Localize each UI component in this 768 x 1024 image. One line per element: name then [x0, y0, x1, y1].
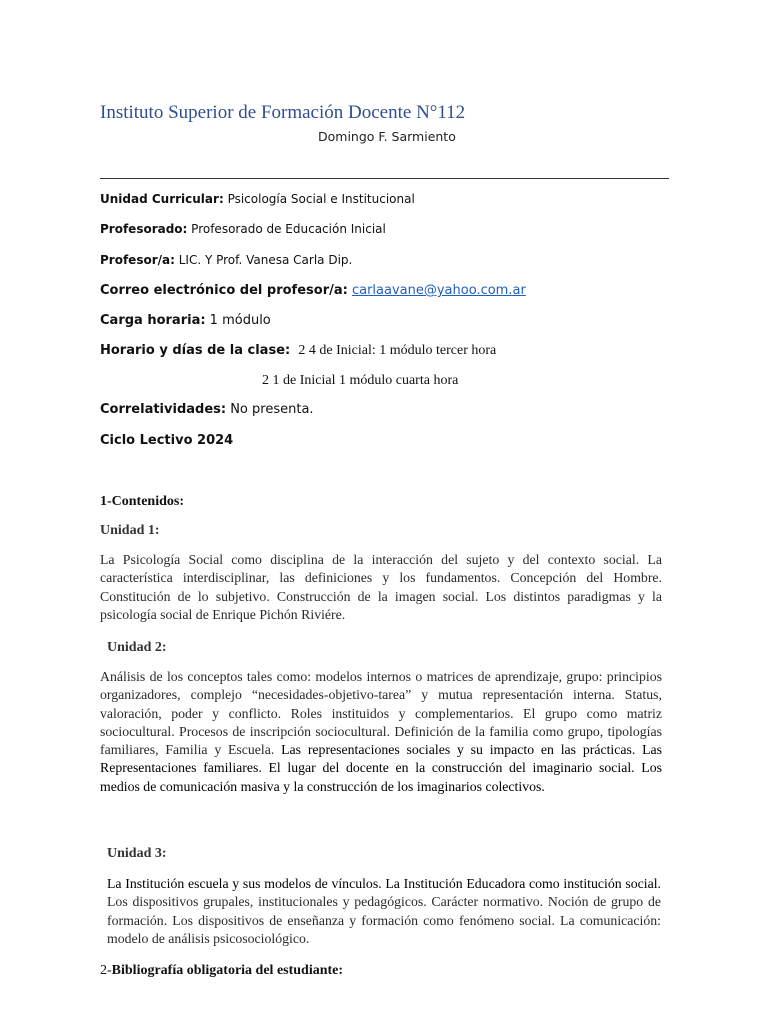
field-value: Psicología Social e Institucional — [223, 192, 415, 206]
field-label: Profesorado: — [100, 222, 188, 236]
field-label: Carga horaria: — [100, 313, 206, 328]
field-correlatividades — [100, 402, 314, 417]
field-profesor — [100, 253, 352, 267]
unidad-3-text-part-a: La Institución escuela y sus modelos de vínculos. La Institución Educadora como institución social. — [107, 876, 661, 891]
ciclo-lectivo: Ciclo Lectivo 2024 — [100, 433, 234, 448]
field-label: Horario y días de la clase: — [100, 343, 291, 358]
field-value: 1 módulo — [205, 313, 271, 328]
field-carga-horaria — [100, 313, 271, 328]
contenidos-heading: 1-Contenidos: — [100, 494, 185, 509]
unidad-1-heading: Unidad 1: — [100, 523, 160, 538]
field-horario — [100, 343, 496, 359]
institute-title: Instituto Superior de Formación Docente N°112 — [100, 102, 466, 123]
field-profesorado — [100, 222, 386, 236]
field-label: Profesor/a: — [100, 253, 175, 267]
unidad-2-text-part-a: Análisis de los conceptos tales como: modelos internos o matrices de aprendizaje, grupo: principios organizadores, complejo “necesidades-objetivo-tarea” y mutua representación interna. Status, valoración, poder y conflicto. Roles instituidos y complementarios. El grupo como matriz sociocultural. Procesos de inscripción sociocultural. Definición de la familia como grupo, tipologías familiares, Familia y Escuela. — [100, 669, 662, 758]
unidad-3-text — [107, 875, 661, 948]
institute-subtitle: Domingo F. Sarmiento — [318, 129, 456, 144]
unidad-1-text: La Psicología Social como disciplina de la interacción del sujeto y del contexto social. La característica interdisciplinar, las definiciones y los fundamentos. Concepción del Hombre. Constitución de lo subjetivo. Construcción de la imagen social. Los distintos paradigmas y la psicología social de Enrique Pichón Riviére. — [100, 552, 662, 622]
field-label: Correlatividades: — [100, 402, 227, 417]
unidad-3-text-part-b: Los dispositivos grupales, institucionales y pedagógicos. Carácter normativo. Noción de grupo de formación. Los dispositivos de enseñanza y formación como fenómeno social. La comunicación: modelo de análisis psicosociológico. — [107, 894, 661, 946]
bibliografia-title: Bibliografía obligatoria del estudiante: — [111, 963, 344, 978]
field-correo — [100, 283, 526, 298]
unidad-3-heading: Unidad 3: — [107, 846, 167, 861]
email-link[interactable]: carlaavane@yahoo.com.ar — [351, 283, 526, 298]
field-value: 2 4 de Inicial: 1 módulo tercer hora — [298, 343, 497, 358]
bibliografia-heading — [100, 963, 343, 979]
field-value: Profesorado de Educación Inicial — [187, 222, 386, 236]
field-label: Unidad Curricular: — [100, 192, 224, 206]
header-divider — [100, 178, 669, 179]
unidad-2-text-part-b: Las representaciones sociales y su impacto en las prácticas. Las Representaciones familiares. El lugar del docente en la construcción del imaginario social. Los medios de comunicación masiva y la construcción de los imaginarios colectivos. — [100, 742, 662, 794]
bibliografia-prefix: 2- — [100, 963, 112, 978]
field-value: LIC. Y Prof. Vanesa Carla Dip. — [174, 253, 353, 267]
field-unidad-curricular — [100, 192, 415, 206]
field-horario-line2: 2 1 de Inicial 1 módulo cuarta hora — [262, 373, 459, 388]
field-value: No presenta. — [226, 402, 314, 417]
field-label: Correo electrónico del profesor/a: — [100, 283, 348, 298]
unidad-2-text — [100, 668, 662, 796]
unidad-2-heading: Unidad 2: — [107, 640, 167, 655]
